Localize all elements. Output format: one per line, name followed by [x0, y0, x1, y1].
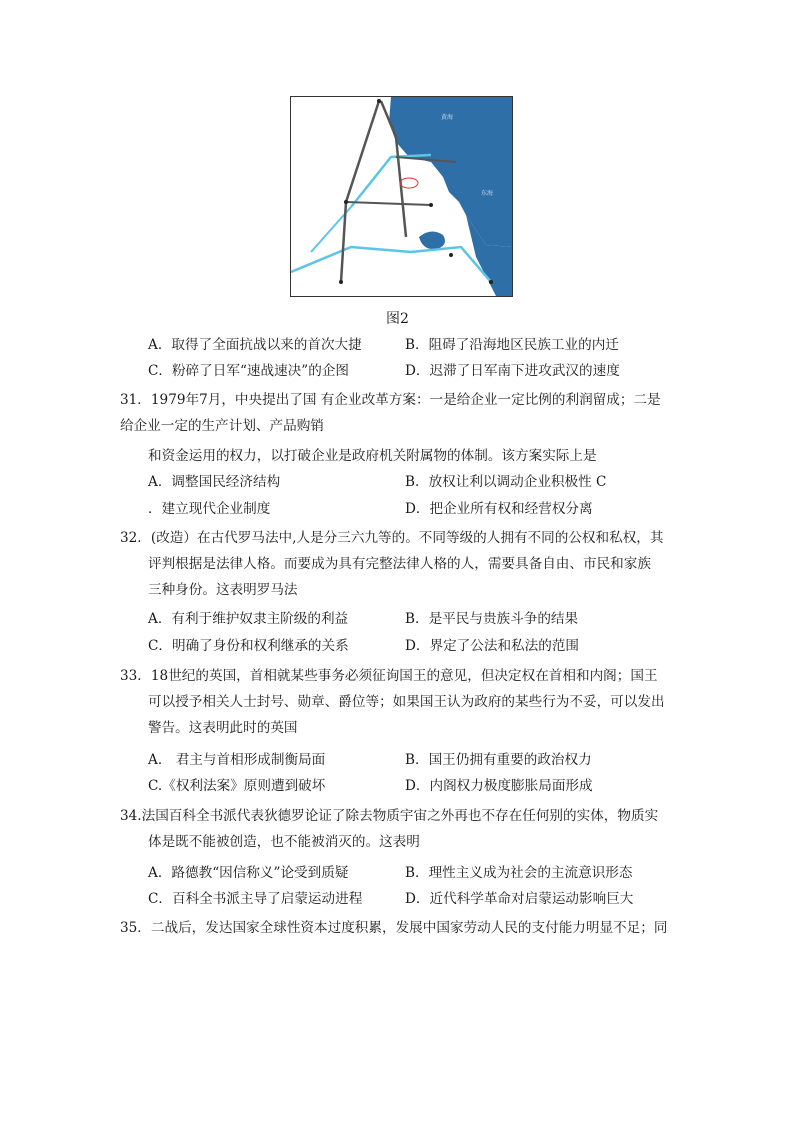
- q33-option-a: A． 君主与首相形成制衡局面: [148, 752, 326, 768]
- figure-caption: 图2: [386, 311, 409, 327]
- city-marker: [377, 99, 381, 103]
- q34-option-d: D．近代科学革命对启蒙运动影响巨大: [405, 891, 634, 907]
- q32-option-b: B．是平民与贵族斗争的结果: [405, 611, 579, 627]
- q30-option-c: C．粉碎了日军“速战速决”的企图: [148, 363, 350, 379]
- city-marker: [489, 280, 493, 284]
- q32-option-c: C．明确了身份和权利继承的关系: [148, 638, 349, 654]
- sea-label: 黄海: [441, 114, 454, 121]
- railway-3: [346, 202, 431, 205]
- q34-option-c: C．百科全书派主导了启蒙运动进程: [148, 891, 363, 907]
- q34-stem-line2: 体是既不能被创造，也不能被消灭的。这表明: [148, 834, 420, 850]
- q30-option-d: D．迟滞了日军南下进攻武汉的速度: [405, 363, 620, 379]
- q32-stem-line2: 评判根据是法律人格。而要成为具有完整法律人格的人，需要具备自由、市民和家族: [148, 556, 651, 572]
- q34-option-b: B．理性主义成为社会的主流意识形态: [405, 865, 633, 881]
- q33-option-c: C.《权利法案》原则遭到破坏: [148, 778, 326, 794]
- q32-option-d: D．界定了公法和私法的范围: [405, 638, 580, 654]
- q30-option-b: B．阻碍了沿海地区民族工业的内迁: [405, 337, 619, 353]
- battle-map: [291, 97, 512, 296]
- q31-option-a: A．调整国民经济结构: [148, 474, 281, 490]
- city-marker: [339, 280, 343, 284]
- q34-stem-line1: 34.法国百科全书派代表狄德罗论证了除去物质宇宙之外再也不存在任何别的实体，物质实: [120, 808, 659, 824]
- q34-option-a: A．路德教“因信称义”论受到质疑: [148, 865, 349, 881]
- q32-stem-line3: 三种身份。这表明罗马法: [148, 582, 298, 598]
- q33-option-d: D．内阁权力极度膨胀局面形成: [405, 778, 593, 794]
- q31-option-b: B．放权让利以调动企业积极性 C: [405, 474, 607, 490]
- q33-stem-line1: 33．18世纪的英国，首相就某些事务必须征询国王的意见，但决定权在首相和内阁；国王: [120, 668, 658, 684]
- q31-stem-line3: 和资金运用的权力，以打破企业是政府机关附属物的体制。该方案实际上是: [148, 448, 597, 464]
- city-marker: [344, 200, 348, 204]
- city-marker: [449, 253, 453, 257]
- q33-stem-line3: 警告。这表明此时的英国: [148, 720, 298, 736]
- map-figure: [290, 96, 513, 297]
- river-1: [351, 155, 431, 207]
- highlight-circle: [400, 178, 418, 188]
- q32-option-a: A．有利于维护奴隶主阶级的利益: [148, 611, 349, 627]
- q30-option-a: A．取得了全面抗战以来的首次大捷: [148, 337, 362, 353]
- q33-stem-line2: 可以授予相关人士封号、勋章、爵位等；如果国王认为政府的某些行为不妥，可以发出: [148, 694, 665, 710]
- q31-option-c: ．建立现代企业制度: [148, 501, 271, 517]
- q31-option-d: D．把企业所有权和经营权分离: [405, 501, 593, 517]
- q31-stem-line2: 给企业一定的生产计划、产品购销: [120, 418, 324, 434]
- river-2: [291, 247, 491, 282]
- lake: [419, 231, 445, 249]
- q31-stem-line1: 31．1979年7月，中央提出了国 有企业改革方案：一是给企业一定比例的利润留成；二是: [120, 392, 661, 408]
- sea-label-2: 东海: [481, 190, 494, 197]
- city-marker: [429, 203, 433, 207]
- q35-stem-line1: 35．二战后，发达国家全球性资本过度积累，发展中国家劳动人民的支付能力明显不足；同: [120, 920, 668, 936]
- q32-stem-line1: 32．(改造）在古代罗马法中,人是分三六九等的。不同等级的人拥有不同的公权和私权，其: [120, 530, 664, 546]
- railway-1: [341, 101, 379, 282]
- q33-option-b: B．国王仍拥有重要的政治权力: [405, 752, 592, 768]
